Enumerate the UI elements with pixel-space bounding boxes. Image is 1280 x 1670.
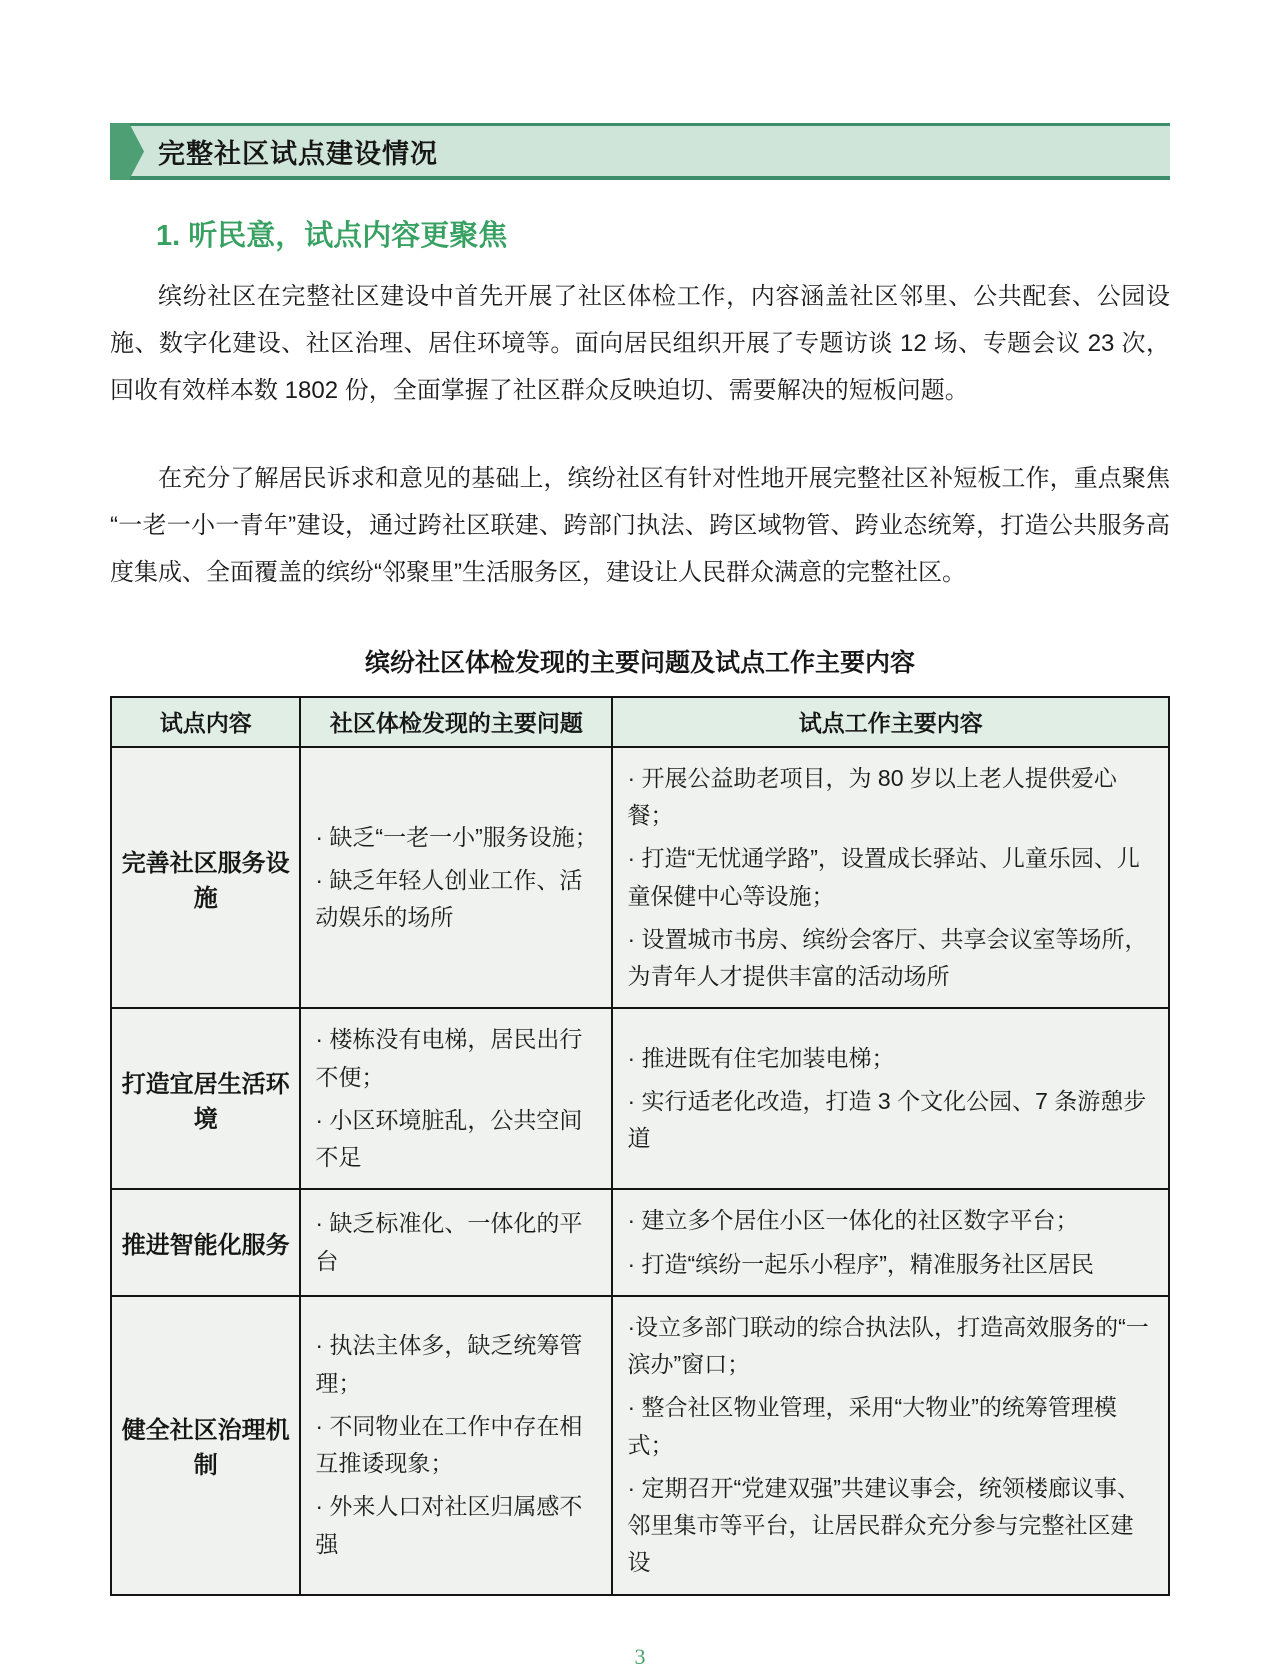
category-cell: 健全社区治理机制	[111, 1296, 300, 1595]
subsection-heading: 1. 听民意，试点内容更聚焦	[156, 220, 508, 252]
bullet-item: · 缺乏“一老一小”服务设施；	[315, 823, 598, 850]
bullet-item: · 缺乏标准化、一体化的平台	[315, 1210, 583, 1274]
category-cell: 打造宜居生活环境	[111, 1008, 300, 1189]
actions-cell	[612, 1008, 1169, 1189]
header-pilot-work: 试点工作主要内容	[612, 697, 1169, 747]
problems-actions-table	[110, 696, 1170, 1596]
paragraph-community-checkup: 缤纷社区在完整社区建设中首先开展了社区体检工作，内容涵盖社区邻里、公共配套、公园设施、数字化建设、社区治理、居住环境等。面向居民组织开展了专题访谈 12 场、专题会议 23 次，回收有效样本数 1802 份，全面掌握了社区群众反映迫切、需要解决的短板问题。	[110, 283, 1170, 404]
paragraph-shortboard-work: 在充分了解居民诉求和意见的基础上，缤纷社区有针对性地开展完整社区补短板工作，重点聚焦“一老一小一青年”建设，通过跨社区联建、跨部门执法、跨区域物管、跨业态统筹，打造公共服务高度集成、全面覆盖的缤纷“邻聚里”生活服务区，建设让人民群众满意的完整社区。	[110, 465, 1170, 586]
page-number: 3	[634, 1643, 646, 1669]
bullet-item: · 打造“无忧通学路”，设置成长驿站、儿童乐园、儿童保健中心等设施；	[627, 845, 1140, 909]
actions-cell	[612, 1296, 1169, 1595]
table-header-row	[111, 697, 1169, 747]
bullet-item: · 打造“缤纷一起乐小程序”，精准服务社区居民	[627, 1250, 1094, 1277]
table-title: 缤纷社区体检发现的主要问题及试点工作主要内容	[364, 648, 915, 677]
actions-cell	[612, 747, 1169, 1009]
bullet-item: · 定期召开“党建双强”共建议事会，统领楼廊议事、邻里集市等平台，让居民群众充分参与完整社区建设	[627, 1474, 1140, 1576]
problems-cell	[300, 747, 612, 1009]
bullet-item: · 楼栋没有电梯，居民出行不便；	[315, 1026, 583, 1090]
bullet-item: · 执法主体多，缺乏统筹管理；	[315, 1332, 583, 1396]
header-pilot-content: 试点内容	[111, 697, 300, 747]
arrow-icon	[110, 123, 144, 180]
bullet-item: · 开展公益助老项目，为 80 岁以上老人提供爱心餐；	[627, 764, 1117, 829]
bullet-item: · 建立多个居住小区一体化的社区数字平台；	[627, 1207, 1079, 1234]
header-checkup-problems: 社区体检发现的主要问题	[300, 697, 612, 747]
category-cell: 推进智能化服务	[111, 1189, 300, 1296]
bullet-item: · 缺乏年轻人创业工作、活动娱乐的场所	[315, 866, 583, 931]
bullet-item: · 外来人口对社区归属感不强	[315, 1493, 583, 1557]
bullet-item: · 整合社区物业管理，采用“大物业”的统筹管理模式；	[627, 1394, 1117, 1458]
bullet-item: · 不同物业在工作中存在相互推诿现象；	[315, 1412, 583, 1477]
bullet-item: ·设立多部门联动的综合执法队，打造高效服务的“一滨办”窗口；	[627, 1313, 1149, 1378]
table-row-service-facilities	[111, 747, 1169, 1009]
problems-cell	[300, 1296, 612, 1595]
bullet-item: · 小区环境脏乱，公共空间不足	[315, 1106, 583, 1171]
banner-title: 完整社区试点建设情况	[158, 138, 438, 169]
problems-cell	[300, 1008, 612, 1189]
table-row-governance-mechanism	[111, 1296, 1169, 1595]
table-row-living-environment	[111, 1008, 1169, 1189]
bullet-item: · 推进既有住宅加装电梯；	[627, 1044, 895, 1071]
category-cell: 完善社区服务设施	[111, 747, 300, 1009]
section-banner	[110, 123, 1170, 180]
bullet-item: · 设置城市书房、缤纷会客厅、共享会议室等场所，为青年人才提供丰富的活动场所	[627, 925, 1148, 990]
bullet-item: · 实行适老化改造，打造 3 个文化公园、7 条游憩步道	[627, 1088, 1147, 1152]
